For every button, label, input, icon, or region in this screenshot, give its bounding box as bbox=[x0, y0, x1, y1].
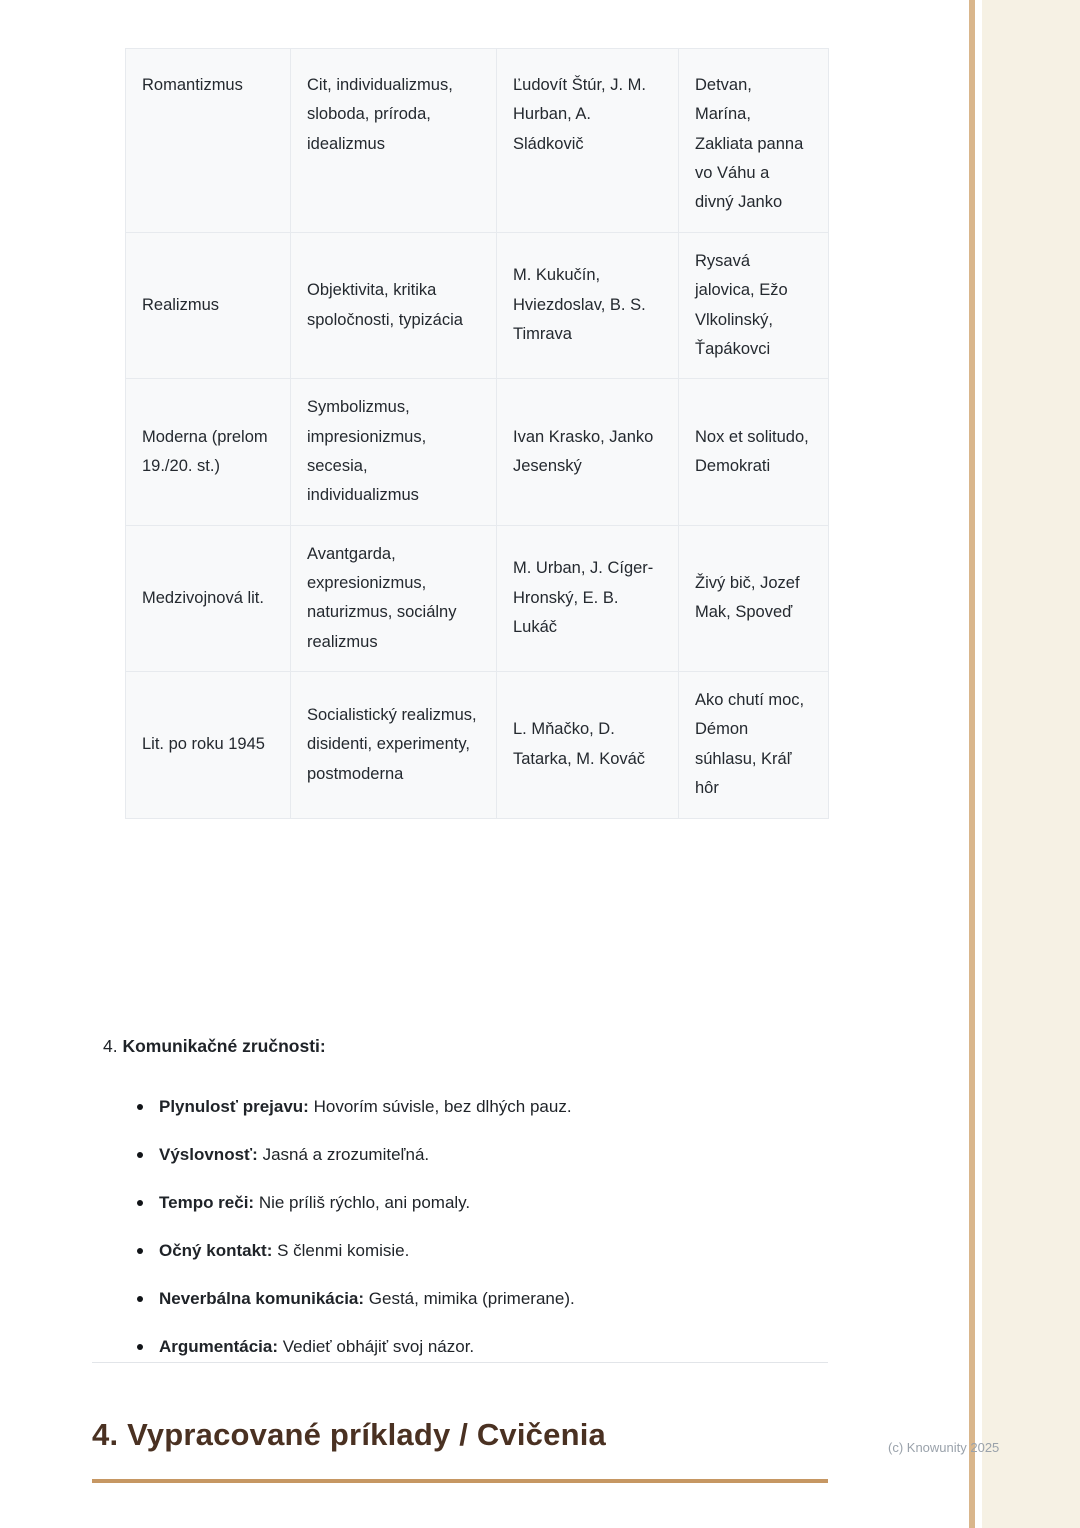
bullet-text: Gestá, mimika (primerane). bbox=[368, 1289, 575, 1309]
list-item bbox=[135, 1333, 843, 1361]
bullet-label: Výslovnosť: bbox=[159, 1145, 258, 1165]
bullet-label: Očný kontakt: bbox=[159, 1241, 273, 1261]
table-row bbox=[126, 525, 829, 671]
list-item bbox=[135, 1237, 843, 1265]
works-cell: Nox et solitudo, Demokrati bbox=[679, 379, 829, 525]
authors-cell: M. Urban, J. Cíger-Hronský, E. B. Lukáč bbox=[497, 525, 679, 671]
list-item bbox=[135, 1285, 843, 1313]
communication-skills-section bbox=[103, 1032, 843, 1381]
page-edge-line bbox=[969, 0, 975, 1528]
works-cell: Detvan, Marína, Zakliata panna vo Váhu a divný Janko bbox=[679, 49, 829, 233]
features-cell: Avantgarda, expresionizmus, naturizmus, sociálny realizmus bbox=[291, 525, 497, 671]
list-item bbox=[135, 1189, 843, 1217]
works-cell: Ako chutí moc, Démon súhlasu, Kráľ hôr bbox=[679, 672, 829, 818]
bullet-label: Argumentácia: bbox=[159, 1337, 279, 1357]
works-cell: Rysavá jalovica, Ežo Vlkolinský, Ťapákovci bbox=[679, 232, 829, 378]
table-row bbox=[126, 379, 829, 525]
table-row bbox=[126, 672, 829, 818]
section-title: Komunikačné zručnosti: bbox=[122, 1036, 326, 1056]
features-cell: Cit, individualizmus, sloboda, príroda, idealizmus bbox=[291, 49, 497, 233]
section-divider bbox=[92, 1362, 828, 1363]
skills-bullet-list bbox=[135, 1093, 843, 1361]
works-cell: Živý bič, Jozef Mak, Spoveď bbox=[679, 525, 829, 671]
literature-periods-table bbox=[125, 48, 829, 819]
bullet-text: Jasná a zrozumiteľná. bbox=[262, 1145, 430, 1165]
section-heading bbox=[103, 1032, 843, 1060]
list-item bbox=[135, 1141, 843, 1169]
bullet-text: Vedieť obhájiť svoj názor. bbox=[282, 1337, 475, 1357]
bullet-label: Plynulosť prejavu: bbox=[159, 1097, 309, 1116]
list-item bbox=[135, 1093, 843, 1121]
table-row bbox=[126, 49, 829, 233]
table-row bbox=[126, 232, 829, 378]
features-cell: Socialistický realizmus, disidenti, experimenty, postmoderna bbox=[291, 672, 497, 818]
section-number: 4. bbox=[103, 1036, 118, 1056]
watermark-text: (c) Knowunity 2025 bbox=[888, 1440, 1000, 1455]
features-cell: Symbolizmus, impresionizmus, secesia, individualizmus bbox=[291, 379, 497, 525]
period-cell: Realizmus bbox=[126, 232, 291, 378]
period-cell: Lit. po roku 1945 bbox=[126, 672, 291, 818]
bullet-label: Tempo reči: bbox=[159, 1193, 255, 1213]
authors-cell: Ľudovít Štúr, J. M. Hurban, A. Sládkovič bbox=[497, 49, 679, 233]
features-cell: Objektivita, kritika spoločnosti, typizácia bbox=[291, 232, 497, 378]
period-cell: Moderna (prelom 19./20. st.) bbox=[126, 379, 291, 525]
period-cell: Medzivojnová lit. bbox=[126, 525, 291, 671]
chapter-heading: 4. Vypracované príklady / Cvičenia bbox=[92, 1417, 828, 1483]
authors-cell: M. Kukučín, Hviezdoslav, B. S. Timrava bbox=[497, 232, 679, 378]
period-cell: Romantizmus bbox=[126, 49, 291, 233]
bullet-text: Nie príliš rýchlo, ani pomaly. bbox=[258, 1193, 471, 1213]
page-edge-strip bbox=[982, 0, 1080, 1528]
bullet-text: S členmi komisie. bbox=[277, 1241, 410, 1261]
bullet-label: Neverbálna komunikácia: bbox=[159, 1289, 365, 1309]
authors-cell: Ivan Krasko, Janko Jesenský bbox=[497, 379, 679, 525]
bullet-text: Hovorím súvisle, bez dlhých pauz. bbox=[313, 1097, 572, 1116]
authors-cell: L. Mňačko, D. Tatarka, M. Kováč bbox=[497, 672, 679, 818]
literature-periods-table-wrap bbox=[125, 48, 828, 819]
